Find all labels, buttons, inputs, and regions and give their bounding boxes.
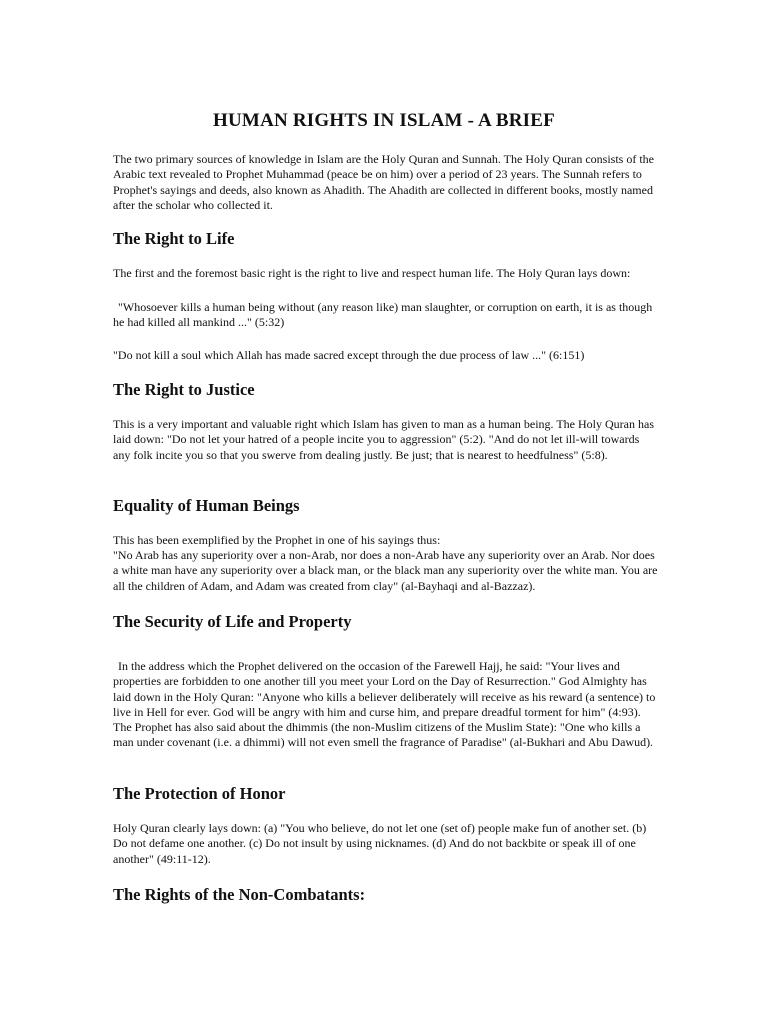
- intro-paragraph: The two primary sources of knowledge in Islam are the Holy Quran and Sunnah. The Holy Quran consists of the Arabic text revealed to Prophet Muhammad (peace be on him) over a period of 23 years. The Sunnah refers to Prophet's sayings and deeds, also known as Ahadith. The Ahadith are collected in different books, mostly named after the scholar who collected it.: [113, 152, 654, 212]
- quote-paragraph: "Do not kill a soul which Allah has made sacred except through the due process of law ..." (6:151): [113, 348, 585, 362]
- section-heading-non-combatants: The Rights of the Non-Combatants:: [113, 885, 366, 904]
- section-heading-right-to-life: The Right to Life: [113, 229, 235, 248]
- section-paragraph: The first and the foremost basic right is the right to live and respect human life. The Holy Quran lays down:: [113, 266, 631, 280]
- document-title: HUMAN RIGHTS IN ISLAM - A BRIEF: [213, 110, 555, 131]
- section-heading-protection-of-honor: The Protection of Honor: [113, 784, 286, 803]
- section-paragraph: Holy Quran clearly lays down: (a) "You who believe, do not let one (set of) people make fun of another set. (b) Do not defame one another. (c) Do not insult by using nicknames. (d) And do not backbite or speak ill of one another" (49:11-12).: [113, 821, 647, 866]
- section-heading-right-to-justice: The Right to Justice: [113, 380, 255, 399]
- section-paragraph: This has been exemplified by the Prophet in one of his sayings thus:: [113, 533, 441, 547]
- section-heading-security: The Security of Life and Property: [113, 612, 352, 631]
- section-paragraph: This is a very important and valuable right which Islam has given to man as a human being. The Holy Quran has laid down: "Do not let your hatred of a people incite you to aggression" (5:2). "And do not let ill-will towards any folk incite you so that you swerve from dealing justly. Be just; that is nearest to heedfulness" (5:8).: [113, 417, 654, 462]
- quote-paragraph: "No Arab has any superiority over a non-Arab, nor does a non-Arab have any superiority over an Arab. Nor does a white man have any superiority over a black man, or the black man any superiority over the white man. You are all the children of Adam, and Adam was created from clay" (al-Bayhaqi and al-Bazzaz).: [113, 548, 658, 593]
- quote-paragraph: "Whosoever kills a human being without (any reason like) man slaughter, or corruption on earth, it is as though he had killed all mankind ..." (5:32): [113, 300, 653, 330]
- section-heading-equality: Equality of Human Beings: [113, 496, 300, 515]
- section-paragraph: In the address which the Prophet delivered on the occasion of the Farewell Hajj, he said: "Your lives and properties are forbidden to one another till you meet your Lord on the Day of Resurrection." God Almighty has laid down in the Holy Quran: "Anyone who kills a believer deliberately will receive as his reward (a sentence) to live in Hell for ever. God will be angry with him and curse him, and prepare dreadful torment for him" (4:93). The Prophet has also said about the dhimmis (the non-Muslim citizens of the Muslim State): "One who kills a man under covenant (i.e. a dhimmi) will not even smell the fragrance of Paradise" (al-Bukhari and Abu Dawud).: [113, 659, 656, 750]
